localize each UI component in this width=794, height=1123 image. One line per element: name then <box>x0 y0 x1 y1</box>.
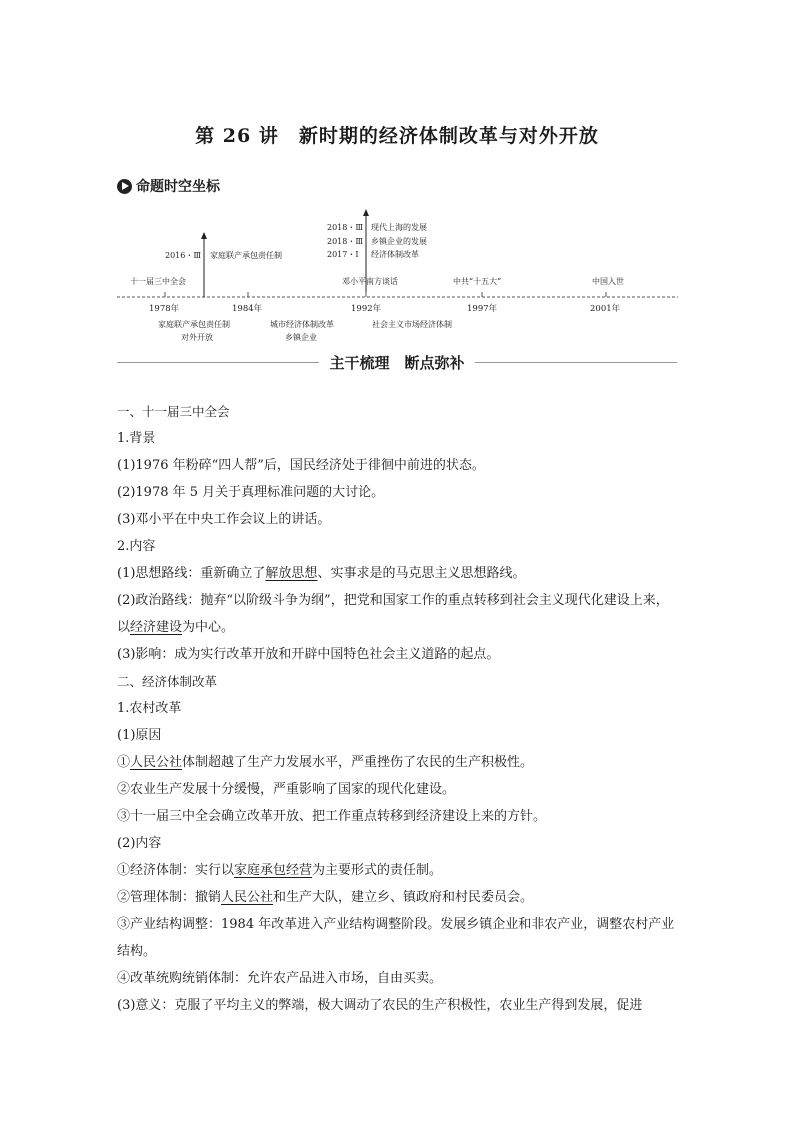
event-household-contract: 家庭联产承包责任制 <box>210 251 282 260</box>
paragraph <box>117 560 679 587</box>
sub-heading: 2.内容 <box>117 539 156 554</box>
paragraph <box>117 587 679 641</box>
event-15th-congress: 中共“十五大” <box>453 277 502 286</box>
key-term: 人民公社 <box>221 890 274 905</box>
paragraph: (3)影响：成为实行改革开放和开辟中国特色社会主义道路的起点。 <box>117 647 500 662</box>
year-label: 2001年 <box>590 304 621 314</box>
paragraph <box>117 884 679 911</box>
text-run: (2)政治路线：抛弃“以阶级斗争为纲”，把党和国家工作的重点转移到社会主义现代化建设上来，以 <box>117 593 669 635</box>
text-run: 、实事求是的马克思主义思想路线。 <box>317 566 526 581</box>
event-southern-tour: 邓小平南方谈话 <box>342 277 398 286</box>
divider-label: 主干梳理 断点弥补 <box>319 354 474 372</box>
text-run: 体制超越了生产力发展水平，严重挫伤了农民的生产积极性。 <box>182 755 534 770</box>
paragraph <box>117 749 679 776</box>
section-divider <box>117 352 677 372</box>
paragraph: (3)意义：克服了平均主义的弊端，极大调动了农民的生产积极性，农业生产得到发展，促进 <box>117 998 643 1013</box>
paragraph: (2)1978 年 5 月关于真理标准问题的大讨论。 <box>117 485 385 500</box>
text-run: ②管理体制：撤销 <box>117 890 222 905</box>
text-run: ①经济体制：实行以 <box>117 863 235 878</box>
paragraph: ②农业生产发展十分缓慢，严重影响了国家的现代化建设。 <box>117 782 456 797</box>
sub-heading: 1.农村改革 <box>117 701 182 716</box>
section-tag-label: 命题时空坐标 <box>136 179 220 195</box>
paragraph: ③产业结构调整：1984 年改革进入产业结构调整阶段。发展乡镇企业和非农产业，调整农村产业结构。 <box>117 917 675 959</box>
below-market-economy: 社会主义市场经济体制 <box>372 320 452 329</box>
exam-tag: 2016・Ⅲ <box>165 251 202 260</box>
section-heading: 二、经济体制改革 <box>117 674 218 689</box>
paragraph: ③十一届三中全会确立改革开放、把工作重点转移到经济建设上来的方针。 <box>117 809 547 824</box>
text-run: ① <box>117 755 131 770</box>
year-label: 1978年 <box>149 304 180 314</box>
section-heading: 一、十一届三中全会 <box>117 404 230 419</box>
page-title: 第 26 讲 新时期的经济体制改革与对外开放 <box>195 125 599 147</box>
below-urban-reform: 城市经济体制改革 <box>270 320 334 329</box>
sub-heading: 1.背景 <box>117 431 156 446</box>
key-term: 人民公社 <box>130 755 183 770</box>
paragraph: (3)邓小平在中央工作会议上的讲话。 <box>117 512 331 527</box>
below-township: 乡镇企业 <box>285 333 317 342</box>
text-run: (1)思想路线：重新确立了 <box>117 566 266 581</box>
text-run: 为中心。 <box>182 620 235 635</box>
key-term: 经济建设 <box>130 620 183 635</box>
text-run: 为主要形式的责任制。 <box>312 863 443 878</box>
text-run: 和生产大队，建立乡、镇政府和村民委员会。 <box>273 890 534 905</box>
paragraph: ④改革统购统销体制：允许农产品进入市场，自由买卖。 <box>117 971 443 986</box>
event-township-dev: 乡镇企业的发展 <box>371 237 427 246</box>
event-third-plenum: 十一届三中全会 <box>130 277 186 286</box>
below-opening-up: 对外开放 <box>181 333 213 342</box>
year-label: 1984年 <box>232 304 263 314</box>
below-household-contract: 家庭联产承包责任制 <box>158 320 230 329</box>
year-label: 1992年 <box>351 304 382 314</box>
exam-tag: 2017・Ⅰ <box>327 250 359 259</box>
main-content <box>117 398 679 1019</box>
event-economic-reform: 经济体制改革 <box>371 250 419 259</box>
year-label: 1997年 <box>467 304 498 314</box>
event-wto: 中国入世 <box>592 277 624 286</box>
timeline <box>0 0 794 360</box>
timeline-axis <box>0 0 794 360</box>
sub-heading: (2)内容 <box>117 836 162 851</box>
event-shanghai-dev: 现代上海的发展 <box>371 223 427 232</box>
exam-tag: 2018・Ⅲ <box>327 223 364 232</box>
paragraph: (1)1976 年粉碎“四人帮”后，国民经济处于徘徊中前进的状态。 <box>117 458 485 473</box>
exam-tag: 2018・Ⅲ <box>327 237 364 246</box>
key-term: 家庭承包经营 <box>234 863 313 878</box>
paragraph <box>117 857 679 884</box>
sub-heading: (1)原因 <box>117 728 162 743</box>
key-term: 解放思想 <box>265 566 318 581</box>
